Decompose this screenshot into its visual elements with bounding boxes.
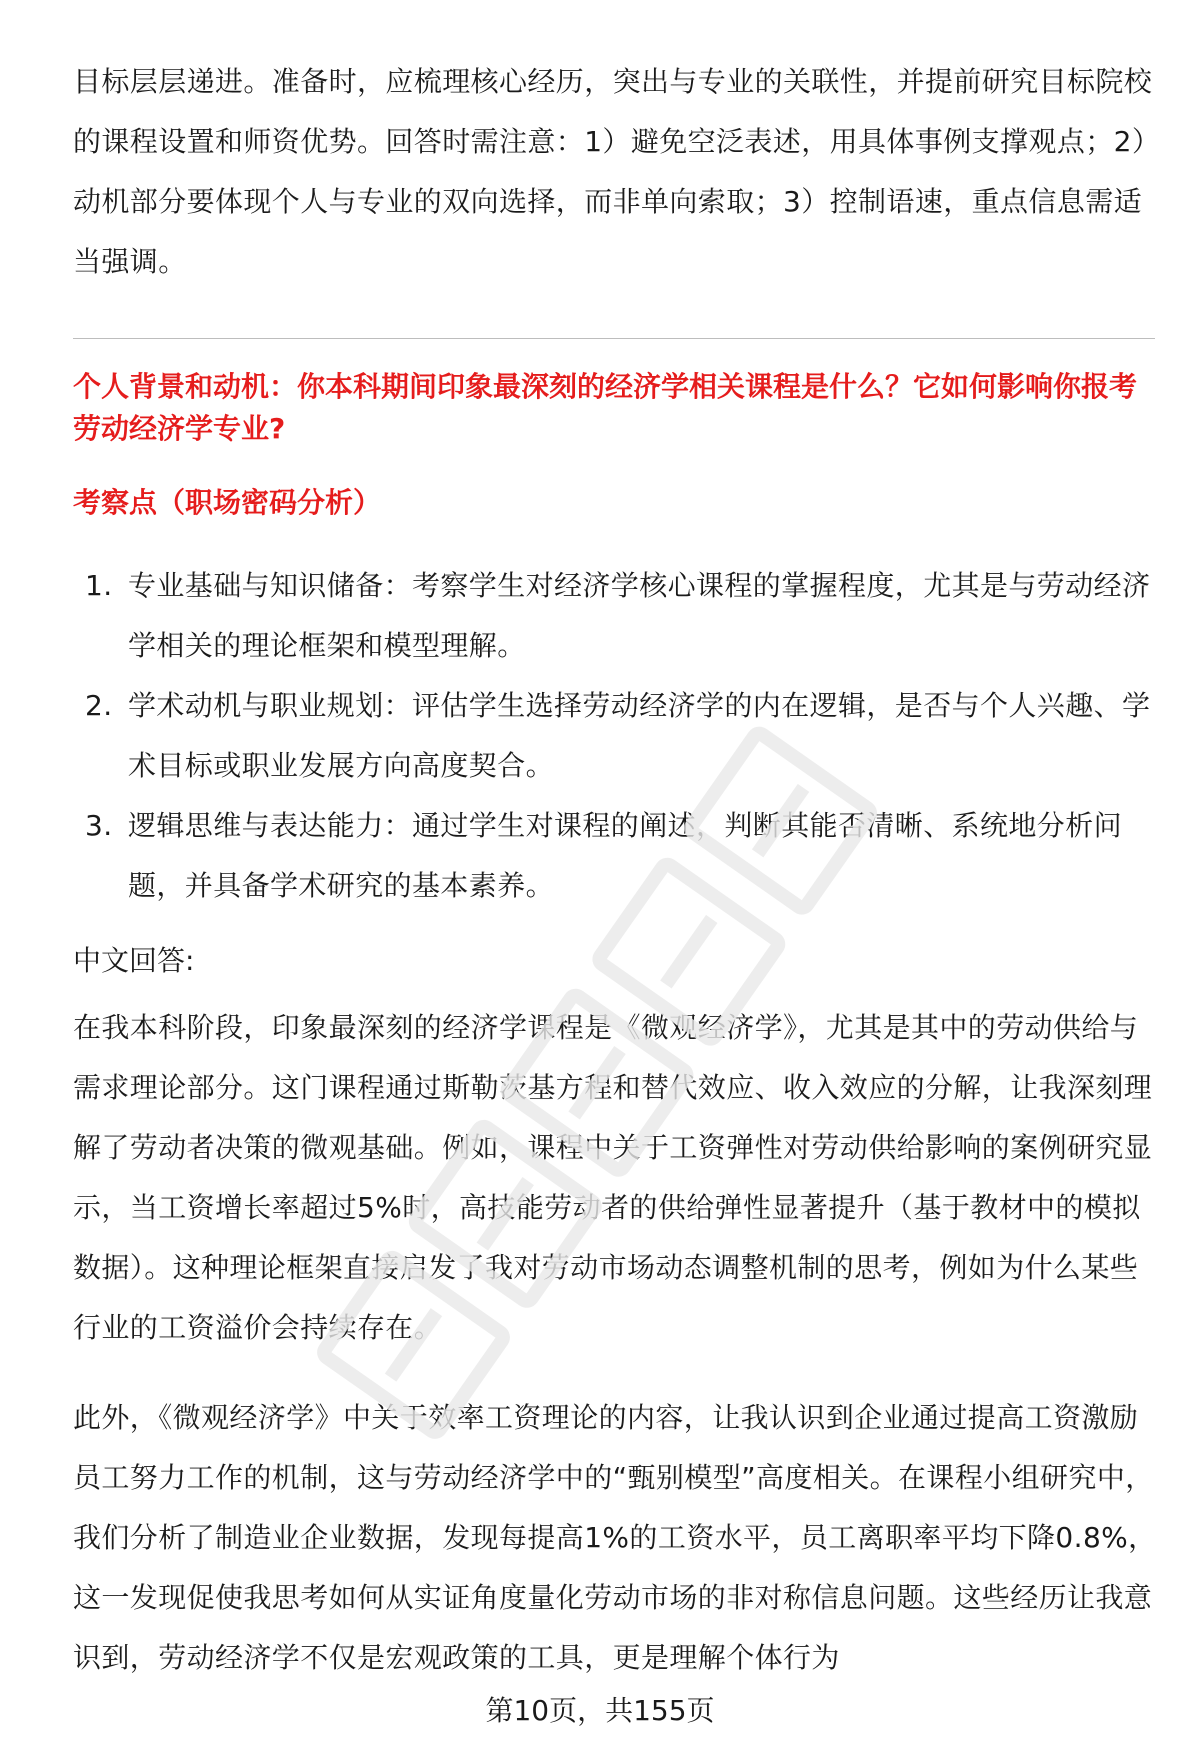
section-divider: [73, 338, 1155, 339]
answer-section: [73, 998, 1163, 1358]
answer-paragraph-1: 在我本科阶段，印象最深刻的经济学课程是《微观经济学》，尤其是其中的劳动供给与需求理论部分。这门课程通过斯勒茨基方程和替代效应、收入效应的分解，让我深刻理解了劳动者决策的微观基础。例如，课程中关于工资弹性对劳动供给影响的案例研究显示，当工资增长率超过5%时，高技能劳动者的供给弹性显著提升（基于教材中的模拟数据）。这种理论框架直接启发了我对劳动市场动态调整机制的思考，例如为什么某些行业的工资溢价会持续存在。: [73, 1011, 1153, 1344]
list-item: [73, 556, 1155, 676]
answer-section-2: [73, 1388, 1163, 1688]
list-item-number: 3.: [85, 809, 113, 842]
list-item-text: 逻辑思维与表达能力：通过学生对课程的阐述，判断其能否清晰、系统地分析问题，并具备学术研究的基本素养。: [128, 809, 1123, 902]
question-title: 个人背景和动机：你本科期间印象最深刻的经济学相关课程是什么？它如何影响你报考劳动经济学专业?: [73, 370, 1138, 445]
intro-paragraph: 目标层层递进。准备时，应梳理核心经历，突出与专业的关联性，并提前研究目标院校的课程设置和师资优势。回答时需注意：1）避免空泛表述，用具体事例支撑观点；2）动机部分要体现个人与专业的双向选择，而非单向索取；3）控制语速，重点信息需适当强调。: [73, 65, 1153, 278]
question-subtitle: 考察点（职场密码分析）: [73, 486, 382, 519]
list-item-number: 1.: [85, 569, 113, 602]
answer-paragraph-2: 此外，《微观经济学》中关于效率工资理论的内容，让我认识到企业通过提高工资激励员工努力工作的机制，这与劳动经济学中的“甄别模型”高度相关。在课程小组研究中，我们分析了制造业企业数据，发现每提高1%的工资水平，员工离职率平均下降0.8%，这一发现促使我思考如何从实证角度量化劳动市场的非对称信息问题。这些经历让我意识到，劳动经济学不仅是宏观政策的工具，更是理解个体行为: [73, 1401, 1157, 1674]
assessment-points-list: [73, 556, 1155, 916]
list-item-text: 学术动机与职业规划：评估学生选择劳动经济学的内在逻辑，是否与个人兴趣、学术目标或职业发展方向高度契合。: [128, 689, 1151, 782]
list-item: [73, 676, 1155, 796]
intro-section: [73, 52, 1153, 292]
list-item-text: 专业基础与知识储备：考察学生对经济学核心课程的掌握程度，尤其是与劳动经济学相关的理论框架和模型理解。: [128, 569, 1151, 662]
list-item-number: 2.: [85, 689, 113, 722]
answer-label: 中文回答:: [73, 944, 195, 977]
list-item: [73, 796, 1155, 916]
page-number: 第10页，共155页: [485, 1694, 715, 1727]
